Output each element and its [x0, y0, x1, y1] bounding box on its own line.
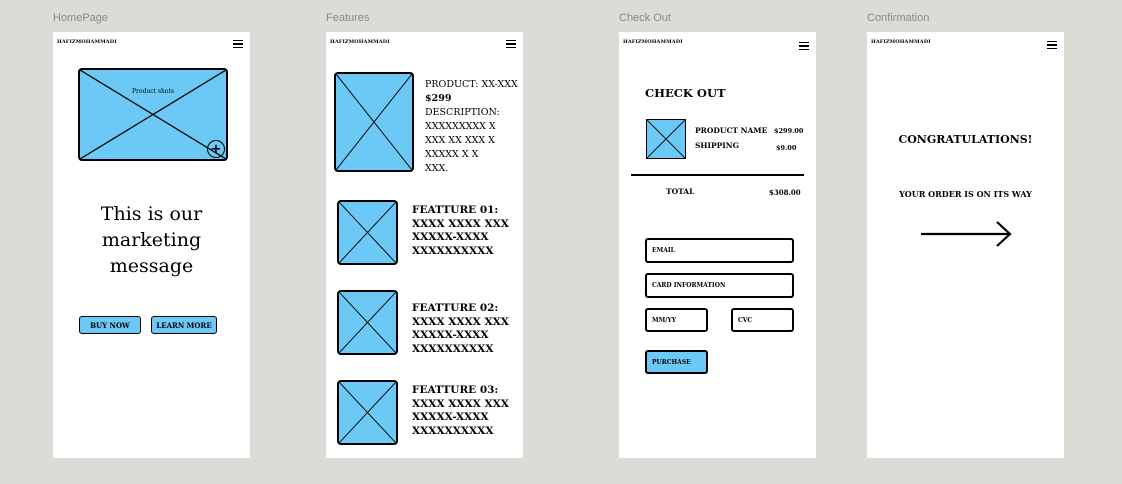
description-label: DESCRIPTION:	[425, 107, 500, 118]
zoom-plus-icon[interactable]: +	[207, 140, 225, 158]
description-line: XXX.	[425, 163, 449, 174]
frame-checkout	[619, 32, 816, 458]
feature-image-placeholder	[337, 200, 398, 265]
brand-logo: HAFIZMOHAMMADI	[871, 39, 931, 45]
purchase-button[interactable]: PURCHASE	[645, 350, 708, 374]
brand-logo: HAFIZMOHAMMADI	[623, 39, 683, 45]
marketing-line-1: This is our	[100, 203, 203, 225]
placeholder-caption: Product shots	[132, 88, 174, 95]
congratulations-heading: CONGRATULATIONS!	[898, 133, 1033, 146]
brand-logo: HAFIZMOHAMMADI	[57, 39, 117, 45]
hamburger-menu-icon[interactable]	[799, 42, 809, 50]
frame-features	[326, 32, 523, 458]
marketing-line-3: message	[109, 255, 194, 277]
email-field[interactable]: EMAIL	[645, 238, 794, 263]
description-line: XXXXX X X	[425, 149, 479, 160]
frame-label-homepage: HomePage	[53, 12, 109, 24]
feature-line: XXXXX-XXXX	[412, 329, 489, 341]
product-price-value: $299.00	[774, 127, 804, 135]
summary-divider	[631, 174, 804, 176]
feature-line: XXXX XXXX XXX	[412, 315, 509, 328]
frame-label-confirmation: Confirmation	[867, 12, 930, 24]
page-title: CHECK OUT	[645, 86, 726, 100]
product-details	[425, 78, 518, 176]
total-label: TOTAL	[666, 187, 695, 196]
card-information-field[interactable]: CARD INFORMATION	[645, 273, 794, 298]
feature-image-placeholder	[337, 290, 398, 355]
feature-line: XXXXXXXXXX	[412, 244, 494, 257]
feature-image-placeholder	[337, 380, 398, 445]
description-line: XXX XX XXX X	[425, 135, 495, 146]
description-line: XXXXXXXXX X	[425, 121, 496, 132]
arrow-right-icon	[920, 219, 1014, 249]
learn-more-button[interactable]: LEARN MORE	[151, 316, 217, 334]
frame-label-checkout: Check Out	[619, 12, 671, 24]
feature-title: FEATTURE 01:	[412, 204, 499, 216]
feature-line: XXXXXXXXXX	[412, 342, 494, 355]
hamburger-menu-icon[interactable]	[233, 40, 243, 48]
expiry-date-field[interactable]: MM/YY	[645, 308, 708, 332]
feature-title: FEATTURE 02:	[412, 302, 499, 314]
product-thumbnail	[646, 119, 686, 159]
total-value: $308.00	[769, 188, 801, 197]
feature-item	[412, 204, 509, 258]
product-price: $299	[425, 93, 452, 104]
feature-line: XXXXXXXXXX	[412, 424, 494, 437]
feature-line: XXXXX-XXXX	[412, 231, 489, 243]
cvc-field[interactable]: CVC	[731, 308, 794, 332]
feature-item	[412, 384, 509, 438]
product-image-placeholder	[334, 72, 414, 172]
brand-logo: HAFIZMOHAMMADI	[330, 39, 390, 45]
frame-confirmation	[867, 32, 1064, 458]
buy-now-button[interactable]: BUY NOW	[79, 316, 141, 334]
product-shot-placeholder	[78, 68, 228, 161]
marketing-message	[53, 201, 250, 279]
feature-item	[412, 302, 509, 356]
frame-homepage	[53, 32, 250, 458]
product-name-label: PRODUCT NAME	[695, 126, 768, 135]
hamburger-menu-icon[interactable]	[506, 40, 516, 48]
product-code: PRODUCT: XX-XXX	[425, 79, 518, 90]
shipping-label: SHIPPING	[695, 141, 740, 150]
feature-title: FEATTURE 03:	[412, 384, 499, 396]
hamburger-menu-icon[interactable]	[1047, 41, 1057, 49]
marketing-line-2: marketing	[101, 229, 202, 251]
feature-line: XXXXX-XXXX	[412, 411, 489, 423]
shipping-price-value: $9.00	[776, 144, 797, 152]
order-status-message: YOUR ORDER IS ON ITS WAY	[899, 189, 1032, 199]
feature-line: XXXX XXXX XXX	[412, 397, 509, 410]
feature-line: XXXX XXXX XXX	[412, 217, 509, 230]
frame-label-features: Features	[326, 12, 370, 24]
